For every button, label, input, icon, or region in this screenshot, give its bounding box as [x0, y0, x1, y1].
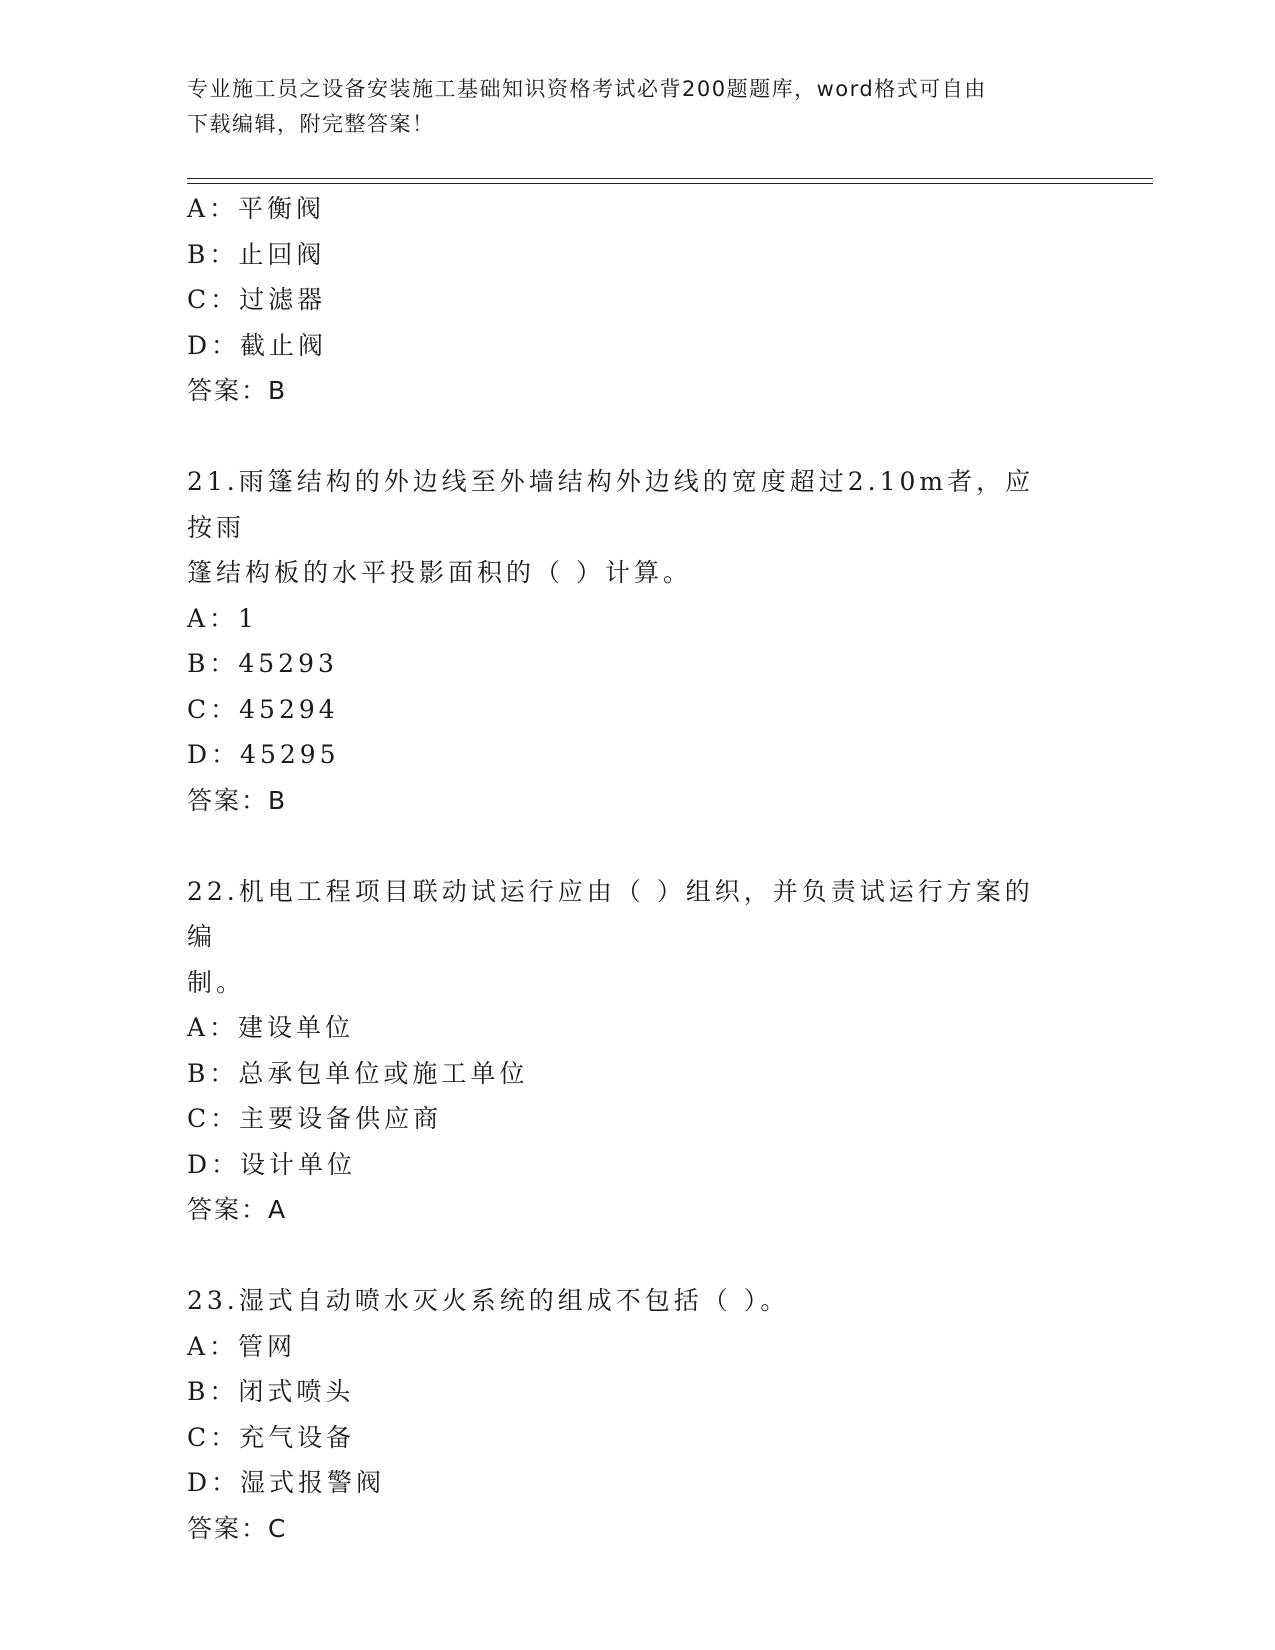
answer: 答案：A [187, 1195, 288, 1224]
question-text [187, 1278, 1057, 1324]
question-20 [187, 186, 1087, 414]
header-divider-top [187, 178, 1153, 179]
option-b: B：止回阀 [187, 239, 326, 269]
option-d: D：45295 [187, 740, 340, 769]
answer: 答案：B [187, 376, 288, 405]
question-21 [187, 459, 1087, 823]
document-header [187, 72, 1067, 142]
option-a: A：管网 [187, 1331, 297, 1361]
spacer [187, 1233, 1087, 1279]
question-text-line-1: 21.雨篷结构的外边线至外墙结构外边线的宽度超过2.10m者，应按雨 [187, 467, 1035, 542]
option-c: C：45294 [187, 694, 339, 724]
question-text-line-2: 篷结构板的水平投影面积的（ ）计算。 [187, 558, 692, 587]
question-text-line-2: 制。 [187, 967, 246, 997]
option-b: B：总承包单位或施工单位 [187, 1058, 529, 1088]
header-line-2: 下载编辑，附完整答案！ [187, 112, 435, 136]
answer: 答案：C [187, 1513, 288, 1543]
option-c: C：充气设备 [187, 1422, 356, 1452]
option-c: C：过滤器 [187, 285, 327, 314]
spacer [187, 414, 1087, 460]
question-text [187, 459, 1057, 596]
spacer [187, 823, 1087, 869]
question-22 [187, 869, 1087, 1233]
header-line-1: 专业施工员之设备安装施工基础知识资格考试必背200题题库，word格式可自由 [187, 77, 987, 101]
answer: 答案：B [187, 785, 288, 815]
option-b: B：闭式喷头 [187, 1377, 355, 1406]
question-list [187, 186, 1087, 1551]
option-a: A：建设单位 [187, 1013, 355, 1042]
option-c: C：主要设备供应商 [187, 1104, 443, 1133]
option-d: D：设计单位 [187, 1149, 357, 1179]
question-text-line-1: 23.湿式自动喷水灭火系统的组成不包括（ ）。 [187, 1286, 790, 1315]
option-d: D：截止阀 [187, 330, 328, 360]
option-b: B：45293 [187, 649, 338, 678]
header-divider-bottom [187, 183, 1153, 184]
option-a: A：平衡阀 [187, 194, 326, 223]
option-a: A：1 [187, 603, 258, 633]
option-d: D：湿式报警阀 [187, 1468, 386, 1497]
question-text-line-1: 22.机电工程项目联动试运行应由（ ）组织，并负责试运行方案的编 [187, 876, 1034, 951]
question-text [187, 869, 1057, 1006]
question-23 [187, 1278, 1087, 1551]
